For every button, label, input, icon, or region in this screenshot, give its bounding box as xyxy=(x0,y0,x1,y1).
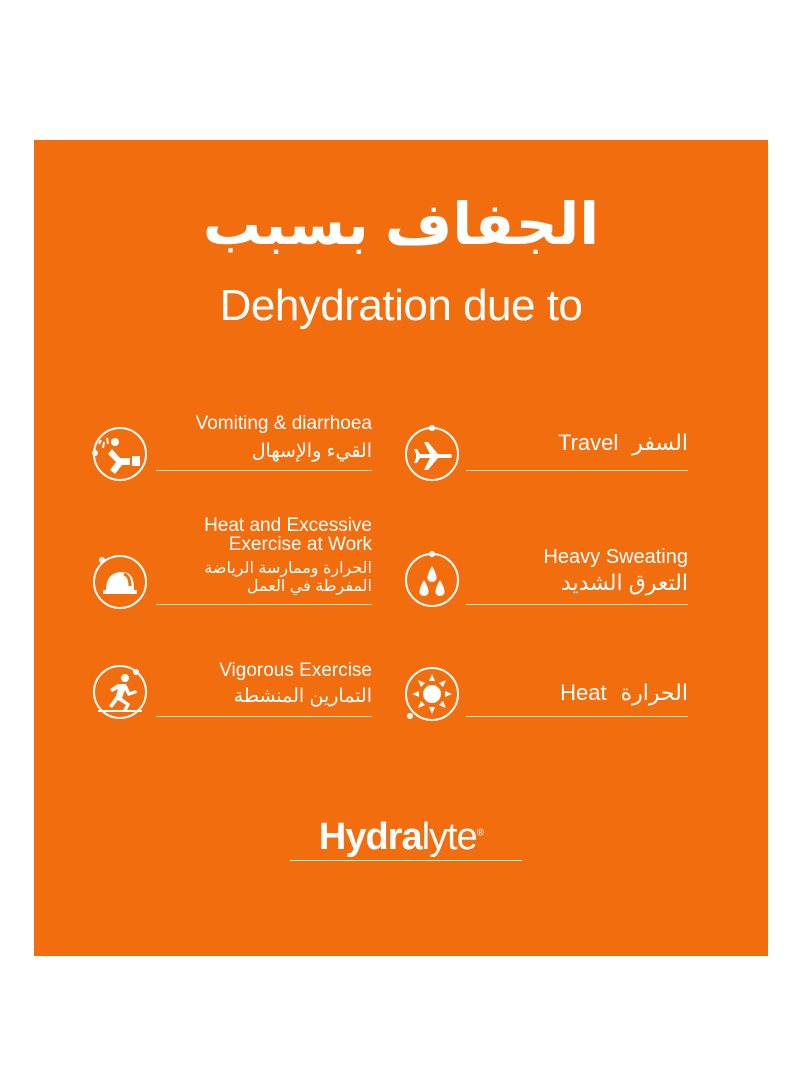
work-label-en-1: Heat and Excessive xyxy=(204,515,372,536)
exercise-label-ar: التمارين المنشطة xyxy=(233,686,372,707)
logo-registered-mark: ® xyxy=(476,827,484,839)
running-icon xyxy=(90,662,150,722)
hard-hat-icon xyxy=(90,552,150,612)
airplane-icon xyxy=(402,424,462,484)
sun-icon xyxy=(402,664,462,724)
vomiting-label-ar: القيء والإسهال xyxy=(251,441,372,462)
sweating-label-ar: التعرق الشديد xyxy=(560,570,688,595)
item-vomiting xyxy=(90,408,372,498)
heat-label-en: Heat xyxy=(560,680,607,705)
exercise-label-en: Vigorous Exercise xyxy=(219,660,372,681)
travel-label-en: Travel xyxy=(557,430,619,455)
work-label-en-2: Exercise at Work xyxy=(228,534,372,555)
logo-text-bold: Hydra xyxy=(318,816,422,858)
item-exercise xyxy=(90,652,372,742)
vomiting-label-en: Vomiting & diarrhoea xyxy=(195,413,372,434)
heat-label-ar: الحرارة xyxy=(620,680,688,705)
title-arabic: الجفاف بسبب xyxy=(202,192,600,257)
vomiting-icon xyxy=(90,424,150,484)
sweating-label-en: Heavy Sweating xyxy=(543,546,688,568)
sweat-drops-icon xyxy=(402,550,462,610)
logo-text-light: lyte xyxy=(421,816,477,858)
title-english: Dehydration due to xyxy=(219,281,583,330)
hydralyte-logo xyxy=(34,816,768,859)
item-travel xyxy=(402,408,688,498)
orange-panel xyxy=(34,140,768,956)
work-label-ar-1: الحرارة وممارسة الرياضة xyxy=(204,560,372,577)
work-label-ar-2: المفرطة في العمل xyxy=(246,578,372,595)
item-sweating xyxy=(402,538,688,628)
travel-label-ar: السفر xyxy=(632,430,688,455)
logo-underline xyxy=(290,860,522,861)
item-work xyxy=(90,514,372,604)
item-heat xyxy=(402,654,688,744)
